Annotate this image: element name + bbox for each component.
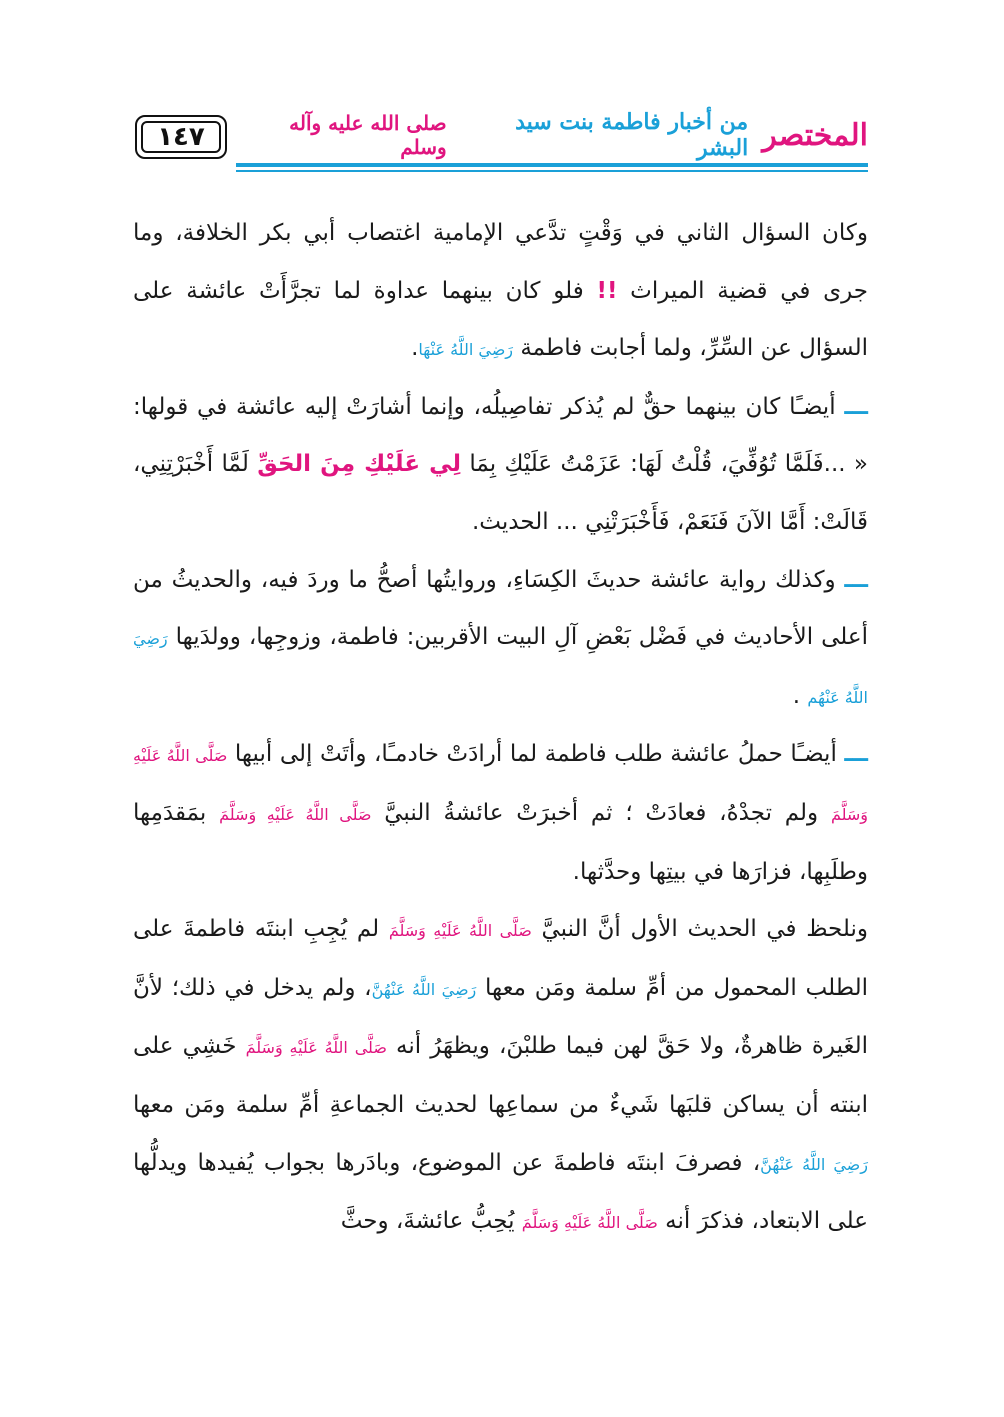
exclamation-mark: !! — [596, 277, 618, 304]
book-title-sub: من أخبار فاطمة بنت سيد البشر — [515, 109, 749, 161]
book-title — [239, 105, 868, 165]
bullet-dash: ـــ — [844, 393, 868, 420]
honorific-radiya: رَضِيَ اللَّهُ عَنْهُنَّ — [760, 1154, 868, 1174]
bullet-dash: ـــ — [844, 741, 868, 768]
paragraph-5 — [133, 901, 868, 1252]
honorific-salla: صَلَّى اللَّهُ عَلَيْهِ وَسَلَّمَ — [245, 1038, 387, 1058]
honorific-salla: صَلَّى اللَّهُ عَلَيْهِ وَسَلَّمَ — [219, 804, 372, 824]
honorific-radiya: رَضِيَ اللَّهُ عَنْهُنَّ — [371, 979, 477, 999]
text-span: وكذلك رواية عائشة حديثَ الكِسَاءِ، وروايتُها أصحُّ ما وردَ فيه، والحديثُ من أعلى الأحاديث في فَضْل بَعْضِ آلِ البيت الأقربين: فاطمة، وزوجِها، وولدَيها — [133, 566, 868, 651]
book-title-main: المختصر — [762, 117, 868, 153]
text-span: أيضـًا كان بينهما حقٌّ لم يُذكر تفاصِيلُه، وإنما أشارَتْ إليه عائشة في قولها: « ...فَلَمَّا تُوُفِّيَ، قُلْتُ لَهَا: عَزَمْتُ عَلَيْكِ بِمَا — [133, 393, 869, 478]
honorific-salla: صَلَّى اللَّهُ عَلَيْهِ وَسَلَّمَ — [133, 746, 869, 824]
text-span: يُحِبُّ عائشةَ، وحثَّ — [340, 1208, 522, 1235]
text-span: ولم تجدْهُ، فعادَتْ ؛ ثم أخبرَتْ عائشةُ النبيَّ — [371, 799, 831, 826]
text-span: . — [411, 335, 419, 362]
text-span: أيضـًا حملُ عائشة طلب فاطمة لما أرادَتْ خادمـًا، وأتَتْ إلى أبيها — [227, 741, 845, 768]
text-span: بمَقدَمِها وطلَبِها، فزارَها في بيتِها وحدَّثها. — [133, 799, 868, 885]
text-span: لم يُجِبِ ابنتَه فاطمةَ على الطلب المحمول من أمِّ سلمة ومَن معها — [133, 916, 868, 1001]
text-span: وكان السؤال الثاني في وَقْتٍ تدَّعي الإمامية اغتصاب أبي بكر الخلافة، وما جرى في قضية الميراث — [133, 220, 868, 304]
paragraph-3 — [133, 552, 868, 727]
paragraph-4 — [133, 726, 868, 901]
text-span: خَشِي على ابنته أن يساكن قلبَها شَيءٌ من سماعِها لحديث الجماعةِ أمِّ سلمة ومَن معها — [133, 1033, 868, 1118]
text-span: ونلحظ في الحديث الأول أنَّ النبيَّ — [531, 916, 868, 943]
page-number: ١٤٧ — [141, 121, 221, 153]
highlighted-quote: لِي عَلَيْكِ مِنَ الحَقِّ — [257, 451, 462, 478]
page-body — [133, 205, 868, 1252]
bullet-dash: ـــ — [844, 566, 868, 593]
honorific-radiya: رَضِيَ اللَّهُ عَنْهُم — [133, 629, 868, 707]
page-number-frame — [135, 115, 227, 159]
paragraph-1 — [133, 205, 868, 379]
header-rule-thick — [236, 163, 868, 167]
paragraph-2 — [133, 379, 868, 552]
text-span: . — [792, 682, 808, 709]
honorific-radiya: رَضِيَ اللَّهُ عَنْهَا — [418, 340, 514, 360]
honorific-salla: صَلَّى اللَّهُ عَلَيْهِ وَسَلَّمَ — [388, 921, 532, 941]
text-span: ، ولم يدخل في ذلك؛ لأنَّ الغَيرة ظاهرةٌ، ولا حَقَّ لهن فيما طلبْنَ، ويظهَرُ أنه — [133, 974, 869, 1060]
text-span: لَمَّا أَخْبَرْتِنِي، قَالَتْ: أَمَّا الآنَ فَنَعَمْ، فَأَخْبَرَتْنِي ... الحديث. — [133, 451, 868, 535]
header-rule-thin — [236, 170, 868, 172]
text-span: فلو كان بينهما عداوة لما تجرَّأَتْ عائشة على السؤال عن السِّرِّ، ولما أجابت فاطمة — [133, 277, 868, 362]
honorific-salla: صَلَّى اللَّهُ عَلَيْهِ وَسَلَّمَ — [521, 1213, 658, 1233]
text-span: ، فصرفَ ابنتَه فاطمةَ عن الموضوع، وبادَرها بجواب يُفيدها ويدلُّها على الابتعاد، فذكرَ أنه — [133, 1149, 868, 1235]
book-title-salawat: صلى الله عليه وآله وسلم — [289, 111, 447, 159]
